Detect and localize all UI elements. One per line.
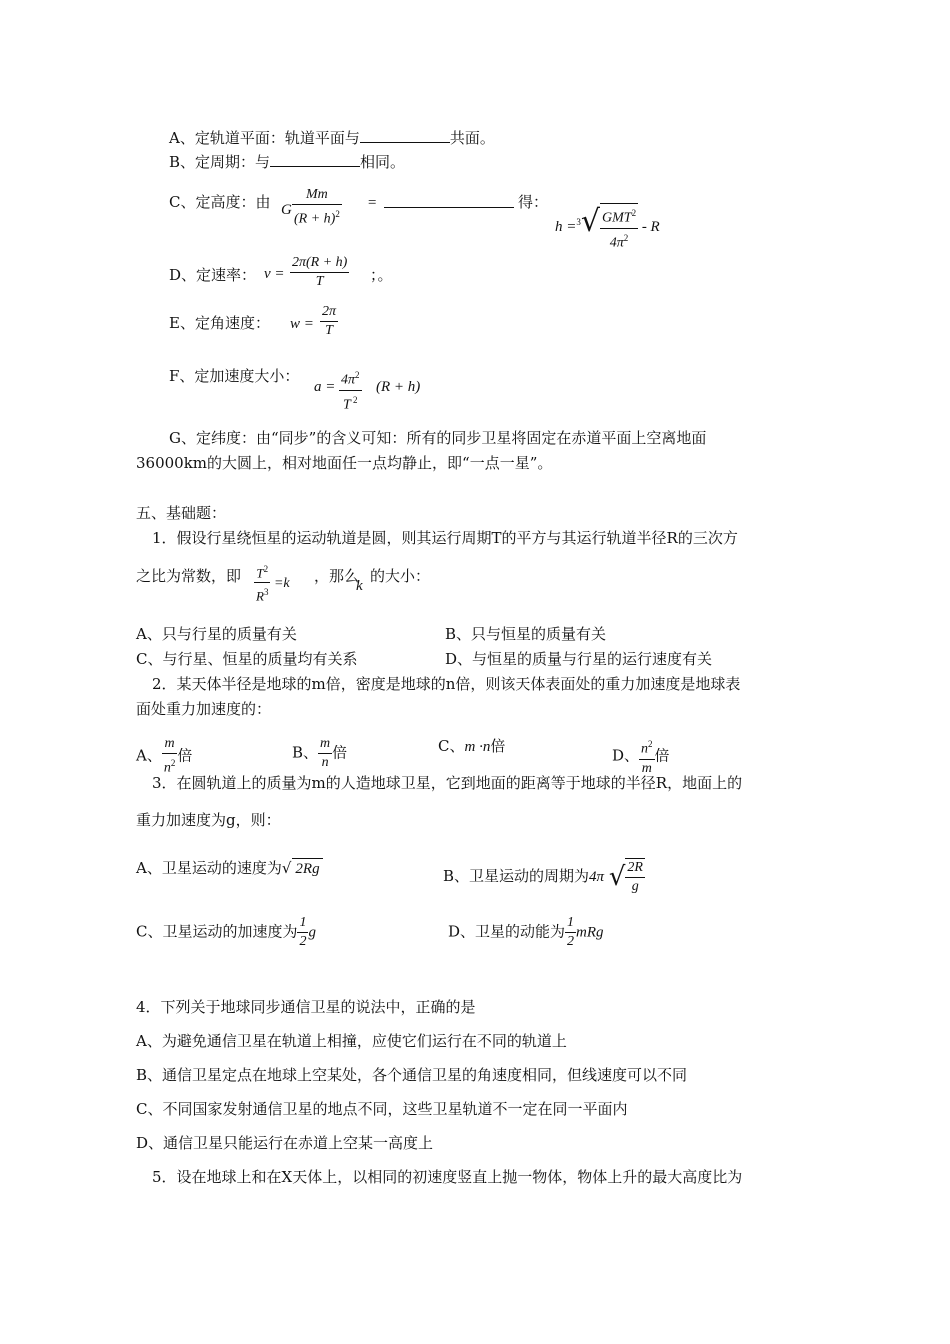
item-g-line2: 36000km的大圆上，相对地面任一点均静止，即“一点一星”。 <box>136 454 553 472</box>
formula-velocity: v = <box>264 266 285 282</box>
q3-option-c: C、卫星运动的加速度为 $\frac{1}{2}$ g <box>136 915 316 949</box>
formula-accel-tail: (R + h) <box>376 379 421 395</box>
formula-equals: = <box>367 195 378 211</box>
item-c-mid: 得： <box>518 193 549 211</box>
q1-option-a: A、只与行星的质量有关 <box>136 625 297 643</box>
formula-accel: a = <box>314 379 336 395</box>
q2-line2: 面处重力加速度的： <box>136 700 272 718</box>
q3-option-a: A、卫星运动的速度为√ 2Rg <box>136 858 323 879</box>
q1-option-c: C、与行星、恒星的质量均有关系 <box>136 650 358 668</box>
q1-k: k <box>356 578 363 594</box>
q1-line1: 1．假设行星绕恒星的运动轨道是圆，则其运行周期T的平方与其运行轨道半径R的三次方 <box>152 529 738 547</box>
formula-gravity-frac: $\frac{Mm}{(R + h)^2}$ <box>294 187 340 227</box>
formula-accel-frac: $\frac{4\pi^2}{T ^2}$ <box>339 366 362 414</box>
item-c: C、定高度：由 <box>169 193 271 211</box>
item-g-line1: G、定纬度：由“同步”的含义可知：所有的同步卫星将固定在赤道平面上空离地面 <box>169 429 707 447</box>
blank-c <box>384 193 514 213</box>
formula-height: h =$^3$√ $\frac{GMT^2}{4\pi^2}$ - R <box>555 204 660 251</box>
formula-omega-frac: $\frac{2\pi}{T}$ <box>322 304 337 338</box>
formula-velocity-frac: $\frac{2\pi(R + h)}{T}$ <box>292 255 348 289</box>
q1-mid: ，那么 <box>314 567 360 585</box>
q1-option-b: B、只与恒星的质量有关 <box>445 625 607 643</box>
q4-line: 4．下列关于地球同步通信卫星的说法中，正确的是 <box>136 998 476 1016</box>
q2-option-a: A、 $\frac{m}{n^2}$ 倍 <box>136 736 193 776</box>
q1-ratio: $\frac{T^2}{R^3}$ =k <box>254 560 290 606</box>
blank-b <box>270 152 360 167</box>
item-f-label: F、定加速度大小： <box>169 367 300 385</box>
q4-option-b: B、通信卫星定点在地球上空某处，各个通信卫星的角速度相同，但线速度可以不同 <box>136 1066 688 1084</box>
q3-option-d: D、卫星的动能为 $\frac{1}{2}$ mRg <box>448 915 604 949</box>
item-a: A、定轨道平面：轨道平面与 共面。 <box>169 129 495 147</box>
q1-pre: 之比为常数，即 <box>136 567 242 585</box>
q2-option-b: B、 $\frac{m}{n}$ 倍 <box>292 736 348 770</box>
q1-option-d: D、与恒星的质量与行星的运行速度有关 <box>445 650 713 668</box>
q1-post: 的大小： <box>370 567 431 585</box>
q3-option-b: B、卫星运动的周期为4π √ $\frac{2R}{g}$ <box>443 860 643 894</box>
section-title: 五、基础题： <box>136 504 227 522</box>
q2-line1: 2．某天体半径是地球的m倍，密度是地球的n倍，则该天体表面处的重力加速度是地球表 <box>152 675 741 693</box>
formula-omega: w = <box>290 316 314 332</box>
item-d-label: D、定速率： <box>169 266 257 284</box>
q2-option-d: D、 $\frac{n^2}{m}$ 倍 <box>612 735 670 778</box>
q2-option-c: C、m ·n倍 <box>438 737 506 755</box>
q4-option-d: D、通信卫星只能运行在赤道上空某一高度上 <box>136 1134 434 1152</box>
item-d-tail: ；。 <box>370 266 393 284</box>
q3-line2: 重力加速度为g，则： <box>136 811 281 829</box>
q3-line1: 3．在圆轨道上的质量为m的人造地球卫星，它到地面的距离等于地球的半径R，地面上的 <box>152 774 743 792</box>
q4-option-c: C、不同国家发射通信卫星的地点不同，这些卫星轨道不一定在同一平面内 <box>136 1100 628 1118</box>
q5-line: 5．设在地球上和在X天体上，以相同的初速度竖直上抛一物体，物体上升的最大高度比为 <box>152 1168 743 1186</box>
item-b: B、定周期：与 相同。 <box>169 153 406 171</box>
item-e-label: E、定角速度： <box>169 314 270 332</box>
formula-g: G <box>281 202 292 218</box>
blank-a <box>360 128 450 143</box>
q4-option-a: A、为避免通信卫星在轨道上相撞，应使它们运行在不同的轨道上 <box>136 1032 567 1050</box>
